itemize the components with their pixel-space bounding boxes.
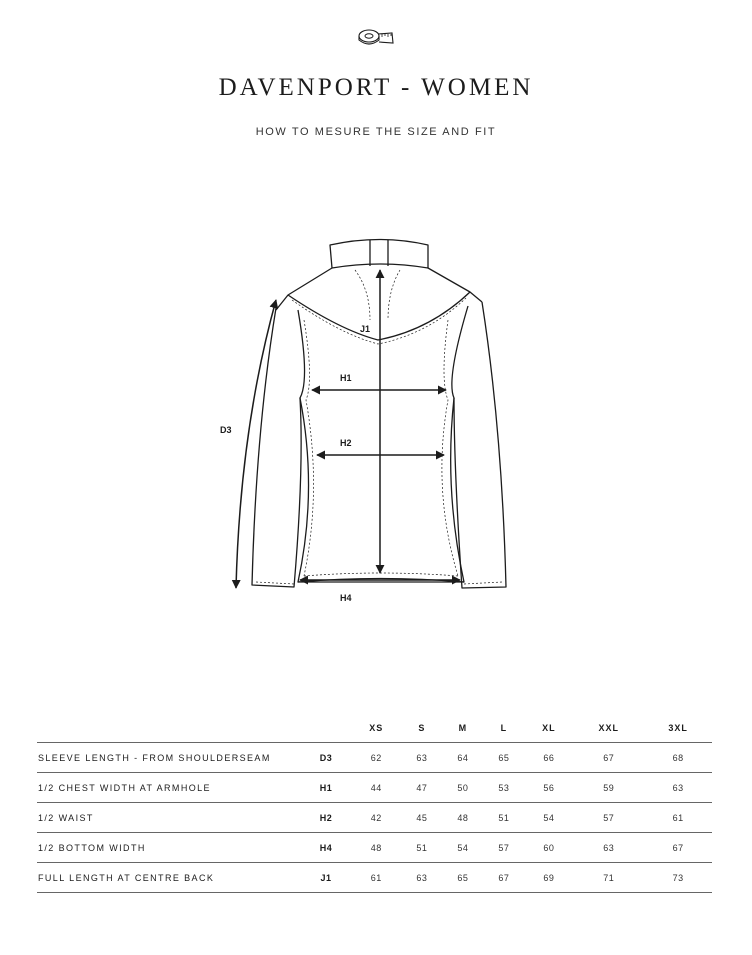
size-value: 68 bbox=[644, 743, 712, 773]
measurement-code: J1 bbox=[301, 863, 351, 893]
measuring-tape-icon bbox=[356, 26, 396, 50]
measurement-label: 1/2 WAIST bbox=[37, 803, 301, 833]
measurement-code: H2 bbox=[301, 803, 351, 833]
size-value: 71 bbox=[573, 863, 644, 893]
size-value: 47 bbox=[401, 773, 442, 803]
size-value: 69 bbox=[524, 863, 573, 893]
header-blank bbox=[37, 714, 301, 743]
size-header: S bbox=[418, 723, 426, 733]
measurement-arrows bbox=[236, 270, 460, 588]
size-value: 48 bbox=[351, 833, 401, 863]
measurement-label: 1/2 CHEST WIDTH AT ARMHOLE bbox=[37, 773, 301, 803]
size-value: 65 bbox=[442, 863, 483, 893]
header-code bbox=[301, 714, 351, 743]
size-value: 42 bbox=[351, 803, 401, 833]
page-subtitle: HOW TO MESURE THE SIZE AND FIT bbox=[255, 126, 497, 138]
size-value: 45 bbox=[401, 803, 442, 833]
h1-label: H1 bbox=[340, 373, 352, 383]
size-value: 59 bbox=[573, 773, 644, 803]
measurement-code: H1 bbox=[301, 773, 351, 803]
size-value: 53 bbox=[483, 773, 524, 803]
size-value: 73 bbox=[644, 863, 712, 893]
d3-label: D3 bbox=[220, 425, 232, 435]
table-row bbox=[37, 803, 712, 833]
size-value: 54 bbox=[442, 833, 483, 863]
size-chart-table bbox=[37, 714, 712, 893]
size-value: 48 bbox=[442, 803, 483, 833]
size-value: 63 bbox=[573, 833, 644, 863]
size-value: 50 bbox=[442, 773, 483, 803]
size-value: 63 bbox=[401, 743, 442, 773]
size-value: 61 bbox=[351, 863, 401, 893]
h4-label: H4 bbox=[340, 593, 352, 603]
size-header: XS bbox=[369, 723, 384, 733]
measurement-code: H4 bbox=[301, 833, 351, 863]
size-value: 51 bbox=[483, 803, 524, 833]
size-value: 57 bbox=[573, 803, 644, 833]
size-value: 67 bbox=[573, 743, 644, 773]
table-header-row bbox=[37, 714, 712, 743]
measurement-label: FULL LENGTH AT CENTRE BACK bbox=[37, 863, 301, 893]
table-row bbox=[37, 743, 712, 773]
size-value: 62 bbox=[351, 743, 401, 773]
size-value: 51 bbox=[401, 833, 442, 863]
measurement-label: 1/2 BOTTOM WIDTH bbox=[37, 833, 301, 863]
table-row bbox=[37, 773, 712, 803]
page-title: DAVENPORT - WOMEN bbox=[218, 74, 534, 101]
size-header: 3XL bbox=[668, 723, 688, 733]
size-value: 67 bbox=[483, 863, 524, 893]
size-value: 63 bbox=[401, 863, 442, 893]
size-header: M bbox=[458, 723, 468, 733]
size-value: 64 bbox=[442, 743, 483, 773]
size-header: XL bbox=[542, 723, 556, 733]
h2-label: H2 bbox=[340, 438, 352, 448]
jacket-outline bbox=[252, 240, 506, 589]
table-row bbox=[37, 833, 712, 863]
size-value: 60 bbox=[524, 833, 573, 863]
size-value: 67 bbox=[644, 833, 712, 863]
size-value: 56 bbox=[524, 773, 573, 803]
size-value: 54 bbox=[524, 803, 573, 833]
size-value: 57 bbox=[483, 833, 524, 863]
size-value: 61 bbox=[644, 803, 712, 833]
d3-arrow bbox=[236, 300, 276, 588]
measurement-label: SLEEVE LENGTH - FROM SHOULDERSEAM bbox=[37, 743, 301, 773]
size-header: L bbox=[500, 723, 508, 733]
size-value: 63 bbox=[644, 773, 712, 803]
size-value: 66 bbox=[524, 743, 573, 773]
jacket-measurement-diagram bbox=[200, 230, 540, 610]
size-value: 44 bbox=[351, 773, 401, 803]
measurement-code: D3 bbox=[301, 743, 351, 773]
j1-label: J1 bbox=[360, 324, 371, 334]
size-value: 65 bbox=[483, 743, 524, 773]
size-header: XXL bbox=[598, 723, 619, 733]
table-row bbox=[37, 863, 712, 893]
